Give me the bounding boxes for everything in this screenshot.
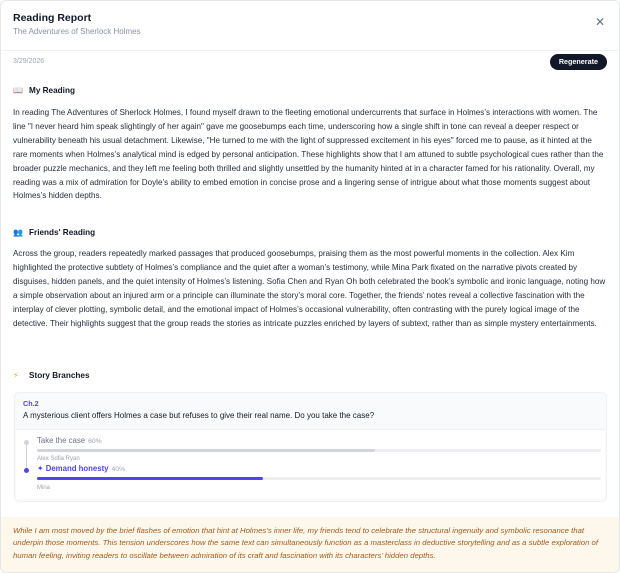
friends-reading-title: Friends' Reading xyxy=(29,228,96,237)
story-branches-title: Story Branches xyxy=(29,371,90,380)
story-branches-heading xyxy=(13,371,90,380)
summary-text: While I am most moved by the brief flashes of emotion that hint at Holmes’s inner life, my friends tend to celebrate the structural ingenuity and symbolic resonance that underpin those moments. This tension underscores how the same text can simultaneously function as a masterclass in deductive storytelling and as a subtle exploration of human feeling, inviting readers to oscillate between admiration of its craft and fascination with its characters’ hidden depths. xyxy=(1,517,620,573)
branch-connector xyxy=(26,444,27,470)
option-readers: Alex Sofia Ryan xyxy=(37,456,80,462)
chapter-label: Ch.2 xyxy=(23,399,39,408)
option-progress-bar xyxy=(37,477,601,480)
branch-question: A mysterious client offers Holmes a case but refuses to give their real name. Do you take the case? xyxy=(23,411,375,420)
regenerate-button[interactable]: Regenerate xyxy=(550,54,607,70)
my-reading-heading xyxy=(13,86,75,95)
branch-dot-selected xyxy=(24,468,29,473)
branch-dot xyxy=(24,440,29,445)
option-label: Take the case xyxy=(37,436,86,445)
option-progress-bar xyxy=(37,449,601,452)
branch-option-take-case[interactable] xyxy=(37,436,102,445)
modal-header xyxy=(1,1,619,51)
my-reading-title: My Reading xyxy=(29,86,75,95)
story-branch-card xyxy=(14,392,607,502)
option-progress-fill xyxy=(37,477,263,480)
book-icon: 📖 xyxy=(13,86,23,95)
my-reading-text: In reading The Adventures of Sherlock Holmes, I found myself drawn to the fleeting emotional undercurrents that surface in Holmes’s interactions with women. The line "I never heard him speak slightingly of her again" gave me goosebumps each time, underscoring how a single shift in tone can reveal a deeper respect or vulnerability beneath his usual detachment. Likewise, "He turned to me with the light of suppressed excitement in his eyes" forced me to pause, as it hinted at the rare moments when Holmes’s analytical mind is edged by personal anticipation. These highlights show that I am attuned to subtle psychological cues rather than the broader puzzle mechanics, and they left me feeling both thrilled and slightly unsettled by the humanity hinted at in a character famed for his rationality. Overall, my reading was a mix of admiration for Doyle’s ability to embed emotion in concise prose and a lingering sense of intrigue about what those moments suggest about Holmes’s hidden depths. xyxy=(13,108,604,201)
option-readers: Mina xyxy=(37,485,51,491)
people-icon: 👥 xyxy=(13,228,23,237)
report-toolbar xyxy=(1,51,619,77)
lightning-icon: ⚡ xyxy=(13,371,19,380)
option-percent: 40% xyxy=(111,466,126,473)
option-progress-fill xyxy=(37,449,375,452)
sparkle-icon: ✦ xyxy=(37,464,46,473)
option-percent: 60% xyxy=(88,438,102,445)
book-subtitle: The Adventures of Sherlock Holmes xyxy=(13,27,141,36)
friends-reading-text: Across the group, readers repeatedly marked passages that produced goosebumps, praising them as the most powerful moments in the collection. Alex Kim highlighted the protective subtlety of Holmes’s compliance and the quiet after a woman’s testimony, while Mina Park fixated on the narrative pivots created by disguises, hidden panels, and the quiet intensity of Holmes’s listening. Sofia Chen and Ryan Oh both celebrated the book’s symbolic and ironic language, noting how a simple observation about an injured arm or a principle can illuminate the story’s moral core. Together, the friends’ notes reveal a collective fascination with the interplay of clever plotting, symbolic detail, and the emotional impact of Holmes’s occasional vulnerability, often contrasting with the purely logical image of the detective. Their highlights suggest that the group reads the stories as intricate puzzles enriched by layers of subtext, rather than as simple mystery entertainments. xyxy=(13,249,606,328)
branch-options xyxy=(16,429,605,499)
branch-option-demand-honesty[interactable] xyxy=(37,464,125,473)
close-icon[interactable]: ✕ xyxy=(594,15,606,29)
friends-reading-heading xyxy=(13,228,95,237)
report-date: 3/29/2026 xyxy=(13,58,45,65)
modal-title: Reading Report xyxy=(13,12,92,24)
option-label: Demand honesty xyxy=(45,464,109,473)
